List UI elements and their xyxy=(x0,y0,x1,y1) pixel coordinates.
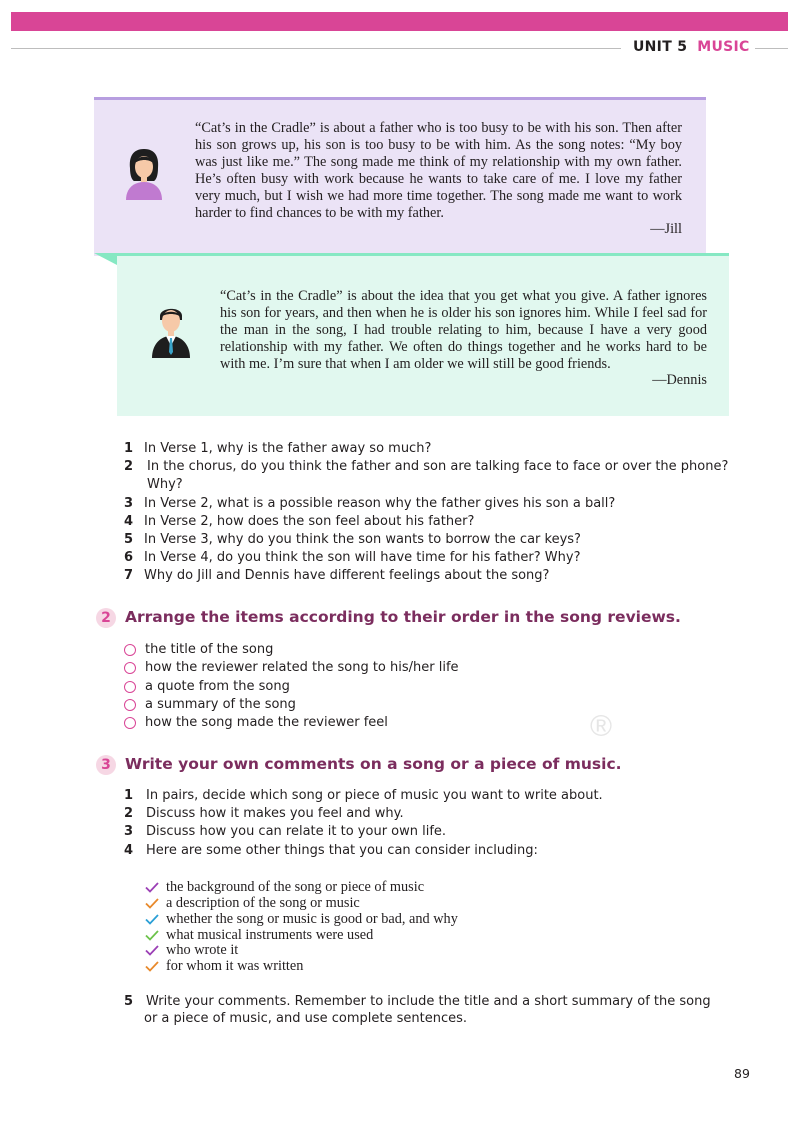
step-text: Write your comments. Remember to include the title and a short summary of the song xyxy=(146,994,711,1009)
step-number: 4 xyxy=(124,843,134,858)
review-author-dennis: —Dennis xyxy=(652,372,707,388)
consideration-text: for whom it was written xyxy=(166,958,304,974)
review-body: “Cat’s in the Cradle” is about a father who is too busy to be with his son. Then after his son grows up, his son is too busy to be with him. As the song notes: “My boy was just like me.” The song made me think of my relationship with my own father. He’s often busy with work because he wants to take care of me. I love my father very much, but I wish we had more time together. The song made me want to work harder to find chances to be with my father. xyxy=(195,120,682,221)
question-number: 6 xyxy=(124,550,134,565)
consideration-text: who wrote it xyxy=(166,942,239,958)
unit-heading xyxy=(633,39,750,55)
option-label: how the song made the reviewer feel xyxy=(145,715,388,730)
question-number: 7 xyxy=(124,568,134,583)
registered-watermark: ® xyxy=(590,710,613,743)
boy-avatar-icon xyxy=(149,302,193,358)
question-text: In Verse 2, how does the son feel about his father? xyxy=(144,514,475,529)
step-text: In pairs, decide which song or piece of music you want to write about. xyxy=(146,788,603,803)
card-fold xyxy=(94,253,117,265)
page-number: 89 xyxy=(734,1066,750,1081)
section-number-badge: 2 xyxy=(96,608,116,628)
header-color-bar xyxy=(11,12,788,31)
question-number: 1 xyxy=(124,441,134,456)
question-text: In Verse 2, what is a possible reason why the father gives his son a ball? xyxy=(144,496,616,511)
step-text-continued: or a piece of music, and use complete sentences. xyxy=(144,1011,468,1026)
step-text: Discuss how it makes you feel and why. xyxy=(146,806,404,821)
checkmark-icon xyxy=(145,945,159,956)
review-text-jill xyxy=(195,120,682,222)
section-title: Write your own comments on a song or a piece of music. xyxy=(125,755,622,773)
step-number: 2 xyxy=(124,806,134,821)
checkmark-icon xyxy=(145,898,159,909)
step-text: Here are some other things that you can consider including: xyxy=(146,843,538,858)
section-number-badge: 3 xyxy=(96,755,116,775)
order-circle-input[interactable] xyxy=(124,644,136,656)
option-label: a summary of the song xyxy=(145,697,296,712)
step-number: 5 xyxy=(124,994,134,1009)
header-rule-left xyxy=(11,48,621,49)
consideration-text: what musical instruments were used xyxy=(166,927,374,943)
review-author-jill: —Jill xyxy=(650,221,682,237)
header-rule-right xyxy=(755,48,788,49)
checkmark-icon xyxy=(145,961,159,972)
question-number: 2 xyxy=(124,459,134,474)
section-heading-3 xyxy=(96,755,622,775)
section-heading-2 xyxy=(96,608,681,628)
unit-number: UNIT 5 xyxy=(633,39,688,55)
order-circle-input[interactable] xyxy=(124,699,136,711)
step-number: 1 xyxy=(124,788,134,803)
checkmark-icon xyxy=(145,882,159,893)
question-text: In Verse 3, why do you think the son wants to borrow the car keys? xyxy=(144,532,581,547)
consideration-text: whether the song or music is good or bad, and why xyxy=(166,911,458,927)
order-circle-input[interactable] xyxy=(124,717,136,729)
option-label: how the reviewer related the song to his/her life xyxy=(145,660,459,675)
order-circle-input[interactable] xyxy=(124,681,136,693)
section-title: Arrange the items according to their order in the song reviews. xyxy=(125,608,681,626)
question-text: In Verse 1, why is the father away so much? xyxy=(144,441,432,456)
question-text: Why do Jill and Dennis have different feelings about the song? xyxy=(144,568,550,583)
question-number: 5 xyxy=(124,532,134,547)
question-text: In Verse 4, do you think the son will have time for his father? Why? xyxy=(144,550,581,565)
girl-avatar-icon xyxy=(122,146,166,200)
unit-topic: MUSIC xyxy=(697,39,750,55)
checkmark-icon xyxy=(145,930,159,941)
option-label: the title of the song xyxy=(145,642,274,657)
question-text-continued: Why? xyxy=(147,477,183,492)
consideration-text: a description of the song or music xyxy=(166,895,360,911)
review-text-dennis xyxy=(220,288,707,373)
question-text: In the chorus, do you think the father and son are talking face to face or over the phone? xyxy=(147,459,729,474)
consideration-text: the background of the song or piece of music xyxy=(166,879,425,895)
order-circle-input[interactable] xyxy=(124,662,136,674)
question-number: 4 xyxy=(124,514,134,529)
step-text: Discuss how you can relate it to your own life. xyxy=(146,824,447,839)
step-number: 3 xyxy=(124,824,134,839)
checkmark-icon xyxy=(145,914,159,925)
question-number: 3 xyxy=(124,496,134,511)
review-body: “Cat’s in the Cradle” is about the idea that you get what you give. A father ignores his son for years, and then when he is older his son ignores him. While I feel sad for the man in the song, I had trouble relating to him, because I have a very good relationship with my father. We often do things together and he works hard to be with me. I’m sure that when I am older we will still be good friends. xyxy=(220,288,707,372)
option-label: a quote from the song xyxy=(145,679,290,694)
